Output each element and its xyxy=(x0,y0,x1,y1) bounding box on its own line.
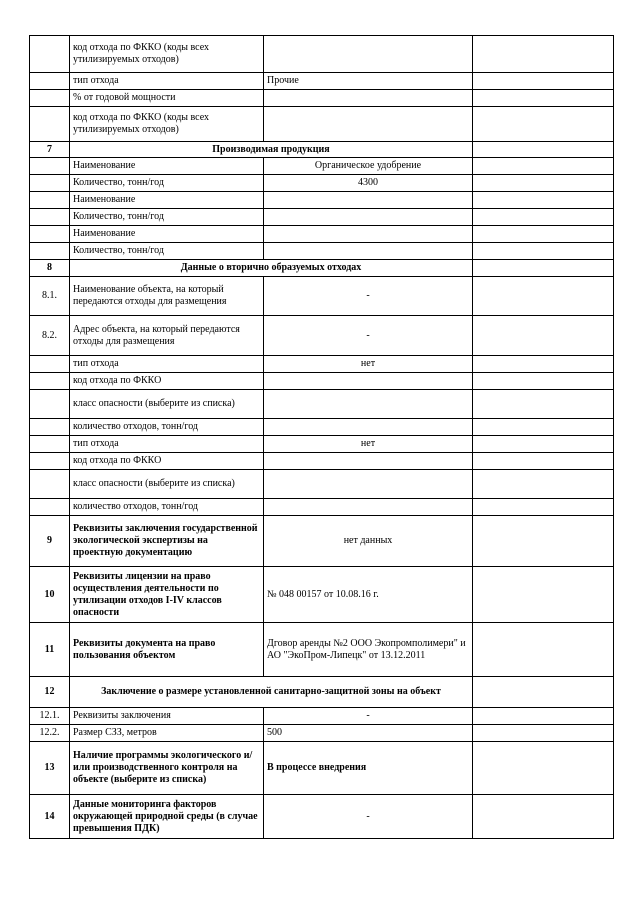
empty-cell xyxy=(473,243,614,260)
row-number: 11 xyxy=(30,623,70,677)
row-label: Наличие программы экологического и/или производственного контроля на объекте (выберите из списка) xyxy=(70,742,264,795)
table-row xyxy=(30,516,614,567)
row-label: код отхода по ФККО (коды всех утилизируемых отходов) xyxy=(70,107,264,142)
row-label: тип отхода xyxy=(70,436,264,453)
table-row xyxy=(30,623,614,677)
section-title: Заключение о размере установленной санитарно-защитной зоны на объект xyxy=(70,677,473,708)
section-title: Данные о вторично образуемых отходах xyxy=(70,260,473,277)
row-number xyxy=(30,107,70,142)
table-row xyxy=(30,356,614,373)
table-row xyxy=(30,226,614,243)
empty-cell xyxy=(473,175,614,192)
row-value xyxy=(264,453,473,470)
empty-cell xyxy=(473,356,614,373)
row-value xyxy=(264,470,473,499)
row-label: Данные мониторинга факторов окружающей природной среды (в случае превышения ПДК) xyxy=(70,795,264,839)
empty-cell xyxy=(473,390,614,419)
row-value: - xyxy=(264,795,473,839)
row-label: код отхода по ФККО (коды всех утилизируемых отходов) xyxy=(70,36,264,73)
row-label: Наименование xyxy=(70,192,264,209)
empty-cell xyxy=(473,453,614,470)
row-number xyxy=(30,470,70,499)
row-number xyxy=(30,356,70,373)
row-value: нет xyxy=(264,356,473,373)
row-value xyxy=(264,373,473,390)
table-row xyxy=(30,795,614,839)
row-number xyxy=(30,36,70,73)
table-row xyxy=(30,708,614,725)
row-label: тип отхода xyxy=(70,73,264,90)
table-row xyxy=(30,209,614,226)
table-row xyxy=(30,742,614,795)
row-value: - xyxy=(264,316,473,356)
row-number xyxy=(30,209,70,226)
document-table xyxy=(29,35,614,839)
row-label: % от годовой мощности xyxy=(70,90,264,107)
table-row xyxy=(30,725,614,742)
row-value: нет xyxy=(264,436,473,453)
row-label: Реквизиты заключения xyxy=(70,708,264,725)
row-value xyxy=(264,226,473,243)
empty-cell xyxy=(473,226,614,243)
table-row xyxy=(30,158,614,175)
empty-cell xyxy=(473,73,614,90)
section-number: 12 xyxy=(30,677,70,708)
table-row xyxy=(30,36,614,73)
row-number: 13 xyxy=(30,742,70,795)
row-label: класс опасности (выберите из списка) xyxy=(70,390,264,419)
row-label: Наименование объекта, на который передаются отходы для размещения xyxy=(70,277,264,316)
empty-cell xyxy=(473,90,614,107)
empty-cell xyxy=(473,499,614,516)
table-row xyxy=(30,107,614,142)
row-label: код отхода по ФККО xyxy=(70,373,264,390)
empty-cell xyxy=(473,192,614,209)
row-number xyxy=(30,226,70,243)
row-number xyxy=(30,436,70,453)
row-label: Реквизиты заключения государственной экологической экспертизы на проектную документацию xyxy=(70,516,264,567)
empty-cell xyxy=(473,436,614,453)
row-number: 14 xyxy=(30,795,70,839)
empty-cell xyxy=(473,419,614,436)
empty-cell xyxy=(473,677,614,708)
empty-cell xyxy=(473,516,614,567)
empty-cell xyxy=(473,567,614,623)
row-label: Наименование xyxy=(70,158,264,175)
empty-cell xyxy=(473,623,614,677)
empty-cell xyxy=(473,36,614,73)
row-label: количество отходов, тонн/год xyxy=(70,499,264,516)
section-header-row xyxy=(30,142,614,158)
table-row xyxy=(30,316,614,356)
empty-cell xyxy=(473,277,614,316)
row-number: 12.1. xyxy=(30,708,70,725)
row-label: код отхода по ФККО xyxy=(70,453,264,470)
row-label: Наименование xyxy=(70,226,264,243)
empty-cell xyxy=(473,470,614,499)
row-value: 500 xyxy=(264,725,473,742)
row-number: 8.2. xyxy=(30,316,70,356)
row-label: Количество, тонн/год xyxy=(70,243,264,260)
row-label: Адрес объекта, на который передаются отходы для размещения xyxy=(70,316,264,356)
empty-cell xyxy=(473,260,614,277)
row-value xyxy=(264,36,473,73)
row-value: Органическое удобрение xyxy=(264,158,473,175)
row-number xyxy=(30,499,70,516)
section-header-row xyxy=(30,260,614,277)
table-row xyxy=(30,90,614,107)
row-number xyxy=(30,373,70,390)
empty-cell xyxy=(473,742,614,795)
row-value xyxy=(264,209,473,226)
empty-cell xyxy=(473,158,614,175)
row-number: 9 xyxy=(30,516,70,567)
section-number: 7 xyxy=(30,142,70,158)
empty-cell xyxy=(473,107,614,142)
empty-cell xyxy=(473,373,614,390)
section-number: 8 xyxy=(30,260,70,277)
table-row xyxy=(30,175,614,192)
row-value: - xyxy=(264,708,473,725)
table-row xyxy=(30,419,614,436)
empty-cell xyxy=(473,209,614,226)
table-row xyxy=(30,243,614,260)
row-number xyxy=(30,192,70,209)
row-value: - xyxy=(264,277,473,316)
table-row xyxy=(30,499,614,516)
row-value: 4300 xyxy=(264,175,473,192)
row-value xyxy=(264,390,473,419)
row-label: Реквизиты документа на право пользования объектом xyxy=(70,623,264,677)
row-number xyxy=(30,73,70,90)
row-label: тип отхода xyxy=(70,356,264,373)
table-row xyxy=(30,277,614,316)
row-number xyxy=(30,453,70,470)
row-value xyxy=(264,499,473,516)
row-value: Дговор аренды №2 ООО Экопромполимери" и АО "ЭкоПром-Липецк" от 13.12.2011 xyxy=(264,623,473,677)
row-label: Количество, тонн/год xyxy=(70,209,264,226)
row-number xyxy=(30,158,70,175)
row-value xyxy=(264,192,473,209)
empty-cell xyxy=(473,142,614,158)
table-row xyxy=(30,567,614,623)
row-number: 12.2. xyxy=(30,725,70,742)
row-value: В процессе внедрения xyxy=(264,742,473,795)
table-row xyxy=(30,73,614,90)
row-label: Размер СЗЗ, метров xyxy=(70,725,264,742)
empty-cell xyxy=(473,725,614,742)
row-value: Прочие xyxy=(264,73,473,90)
section-title: Производимая продукция xyxy=(70,142,473,158)
row-value: нет данных xyxy=(264,516,473,567)
section-header-row xyxy=(30,677,614,708)
table-row xyxy=(30,436,614,453)
table-row xyxy=(30,470,614,499)
row-number: 8.1. xyxy=(30,277,70,316)
row-value xyxy=(264,90,473,107)
table-row xyxy=(30,192,614,209)
row-label: количество отходов, тонн/год xyxy=(70,419,264,436)
table-row xyxy=(30,373,614,390)
row-number xyxy=(30,243,70,260)
row-number xyxy=(30,90,70,107)
row-value xyxy=(264,419,473,436)
row-number xyxy=(30,419,70,436)
empty-cell xyxy=(473,795,614,839)
row-number: 10 xyxy=(30,567,70,623)
row-value xyxy=(264,243,473,260)
row-label: класс опасности (выберите из списка) xyxy=(70,470,264,499)
row-label: Количество, тонн/год xyxy=(70,175,264,192)
row-value: № 048 00157 от 10.08.16 г. xyxy=(264,567,473,623)
row-label: Реквизиты лицензии на право осуществления деятельности по утилизации отходов I-IV классов опасности xyxy=(70,567,264,623)
row-value xyxy=(264,107,473,142)
row-number xyxy=(30,390,70,419)
empty-cell xyxy=(473,316,614,356)
table-row xyxy=(30,453,614,470)
row-number xyxy=(30,175,70,192)
document-table-body xyxy=(30,36,614,839)
empty-cell xyxy=(473,708,614,725)
table-row xyxy=(30,390,614,419)
